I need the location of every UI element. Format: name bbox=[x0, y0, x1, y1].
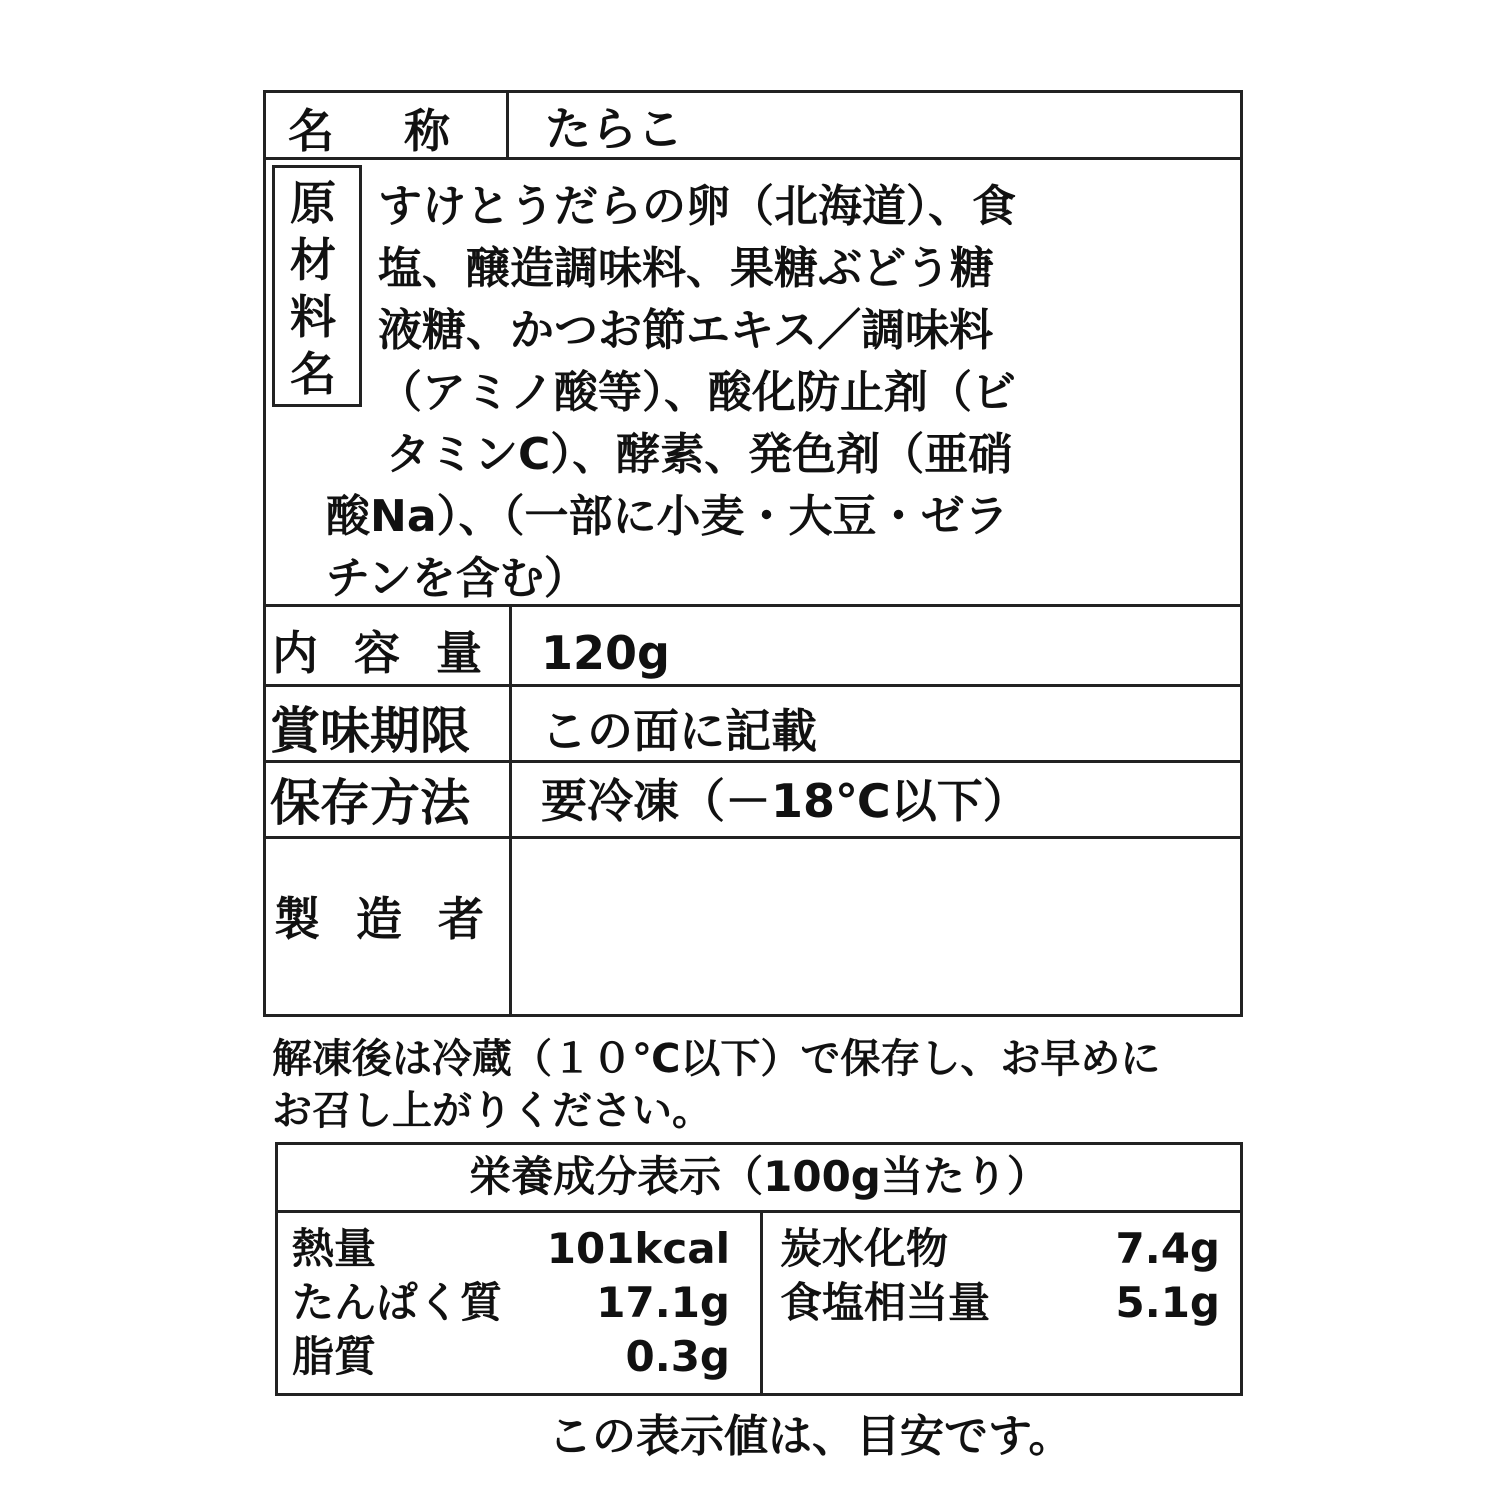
ingredients-line: （アミノ酸等）、酸化防止剤（ビ bbox=[378, 367, 1016, 418]
ingredients-line: 液糖、かつお節エキス／調味料 bbox=[378, 305, 994, 356]
nutrient-value-fat: 0.3g bbox=[625, 1332, 730, 1381]
ingredients-line: 塩、醸造調味料、果糖ぶどう糖 bbox=[378, 243, 994, 294]
ingredients-line: タミンC）、酵素、発色剤（亜硝 bbox=[386, 429, 1013, 480]
nutrient-name-fat: 脂質 bbox=[292, 1332, 377, 1381]
nutrient-name-salt: 食塩相当量 bbox=[780, 1278, 991, 1327]
nutrient-value-protein: 17.1g bbox=[596, 1278, 730, 1327]
nutrition-title-line bbox=[275, 1210, 1243, 1213]
maker-label: 製造者 bbox=[274, 892, 520, 946]
ingredients-line: 酸Na）、（一部に小麦・大豆・ゼラ bbox=[326, 491, 1009, 542]
ingredients-line: チンを含む） bbox=[326, 553, 588, 604]
storage-label: 保存方法 bbox=[270, 774, 470, 832]
nutrient-name-carbohydrate: 炭水化物 bbox=[780, 1224, 949, 1273]
row-line-2 bbox=[263, 604, 1243, 607]
row-line-3 bbox=[263, 684, 1243, 687]
nutrient-value-carbohydrate: 7.4g bbox=[1115, 1224, 1220, 1273]
expiry-value: この面に記載 bbox=[541, 704, 817, 758]
content-value: 120g bbox=[541, 626, 670, 680]
row-line-5 bbox=[263, 836, 1243, 839]
nutrition-column-divider bbox=[760, 1210, 763, 1396]
nutrient-name-protein: たんぱく質 bbox=[292, 1278, 503, 1327]
name-label: 名称 bbox=[288, 104, 520, 158]
name-value: たらこ bbox=[545, 102, 683, 156]
thaw-notice-line: お召し上がりください。 bbox=[272, 1088, 712, 1134]
ingredients-line: すけとうだらの卵（北海道）、食 bbox=[378, 181, 1016, 232]
nutrient-value-salt: 5.1g bbox=[1115, 1278, 1220, 1327]
storage-value: 要冷凍（－18℃以下） bbox=[541, 774, 1029, 828]
ingredients-text bbox=[326, 176, 1016, 610]
content-label: 内容量 bbox=[272, 626, 518, 680]
ingredients-label: 原材料名 bbox=[290, 176, 336, 401]
thaw-notice-line: 解凍後は冷蔵（１０℃以下）で保存し、お早めに bbox=[272, 1036, 1161, 1082]
estimate-note: この表示値は、目安です。 bbox=[548, 1411, 1073, 1462]
nutrition-title: 栄養成分表示（100g当たり） bbox=[469, 1152, 1049, 1201]
nutrient-name-energy: 熱量 bbox=[292, 1224, 377, 1273]
expiry-label: 賞味期限 bbox=[270, 702, 470, 760]
row-line-4 bbox=[263, 760, 1243, 763]
nutrient-value-energy: 101kcal bbox=[546, 1224, 730, 1273]
